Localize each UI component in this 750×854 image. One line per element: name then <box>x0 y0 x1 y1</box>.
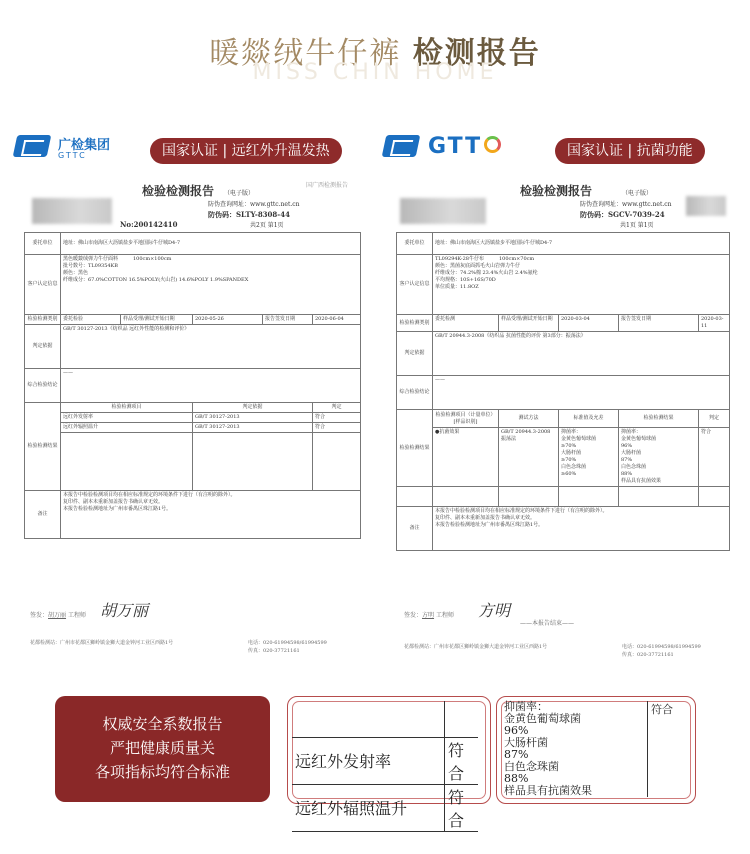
items-header: 判定依据 <box>193 403 313 413</box>
footer-org: 花都检测站：广州市花都区狮岭镇金狮大道金钟河工业区西路1号 <box>30 640 174 646</box>
receive-value: 2020-03-04 <box>559 315 619 332</box>
stamp-text: 国广西检测报告 <box>306 182 349 189</box>
report-table <box>24 232 361 539</box>
zoom-result-line: 大肠杆菌 <box>504 736 548 749</box>
gtt-logo-icon <box>384 133 420 159</box>
footer-tel: 电话：020-61994598/61994599 <box>622 644 701 650</box>
ghost-watermark: MISS CHIN HOME <box>252 60 498 85</box>
zoom-antibacterial <box>496 696 696 804</box>
conclusion-value: —— <box>433 376 730 410</box>
client-label: 委托单位 <box>25 233 61 255</box>
item-result <box>619 428 699 487</box>
std-line: ≥60% <box>561 471 577 477</box>
sign-name: 胡万丽 <box>48 612 67 619</box>
title-product: 暖燚绒牛仔裤 <box>209 36 413 71</box>
sample-line: 颜色：黑色 <box>63 270 89 276</box>
verify-site: 防伪查询网址：www.gttc.net.cn <box>208 201 300 208</box>
sample-info <box>61 255 361 315</box>
signature: 胡万丽 <box>100 601 149 620</box>
result-line: 87% <box>621 457 633 463</box>
report-table <box>396 232 730 551</box>
gtt-logo-ring-icon <box>484 136 501 153</box>
result-line: 金黄色葡萄球菌 <box>621 436 657 442</box>
std-line: 大肠杆菌 <box>561 450 582 456</box>
items-header: 检验检测结果 <box>619 410 699 428</box>
result-line: 白色念珠菌 <box>621 464 647 470</box>
items-label: 检验检测结果 <box>25 403 61 491</box>
client-label: 委托单位 <box>397 233 433 255</box>
item-verdict: 符合 <box>313 423 361 433</box>
remark-line: 本报告中检验检测项目均在相应标准规定的环境条件下进行（有注明的除外）。 <box>435 508 608 514</box>
zoom-result <box>501 701 648 797</box>
items-header: 判定 <box>699 410 730 428</box>
page-info: 共2页 第1页 <box>250 222 284 229</box>
zoom-result-line: 87% <box>504 748 529 761</box>
redacted-block <box>32 198 112 224</box>
category-value: 委托检验 <box>61 315 121 325</box>
sample-line: 颜色：黑菌灰底面抓毛火山岩弹力牛仔 <box>435 263 521 269</box>
items-header: 标准值及允差 <box>559 410 619 428</box>
category-label: 检验检测类别 <box>25 315 61 325</box>
panel-line: 严把健康质量关 <box>109 739 215 757</box>
receive-value: 2020-05-26 <box>193 315 263 325</box>
gtt-logo-text <box>428 134 501 159</box>
zoom-item-verdict: 符合 <box>445 737 479 784</box>
zoom-verdict: 符合 <box>648 701 688 797</box>
doc-title-small: （电子版） <box>224 190 255 197</box>
report-right <box>396 178 729 558</box>
zoom-item-name: 远红外辐照温升 <box>292 784 445 831</box>
sample-line: 批号数号：TL09354KB <box>63 263 118 269</box>
item-verdict: 符合 <box>699 428 730 487</box>
remark-label: 备注 <box>25 491 61 539</box>
sign-row <box>30 612 86 619</box>
items-header: 检验检测项目 <box>61 403 193 413</box>
result-line: 抑菌率： <box>621 429 642 435</box>
zoom-item-name: 远红外发射率 <box>292 737 445 784</box>
std-line: 金黄色葡萄球菌 <box>561 436 597 442</box>
sample-line: 黑色暖燚绒弹力牛仔面料 100cm×100cm <box>63 256 172 262</box>
page-info: 共1页 第1页 <box>620 222 654 229</box>
footer-tel: 电话：020-61994598/61994599 <box>248 640 327 646</box>
basis-label: 判定依据 <box>25 325 61 369</box>
result-line: 88% <box>621 471 633 477</box>
basis-label: 判定依据 <box>397 332 433 376</box>
sample-line: 单位质量：11.8OZ <box>435 284 479 290</box>
sample-line: 平均规格：10S+16S/70D <box>435 277 496 283</box>
issue-label: 报告签发日期 <box>619 315 699 332</box>
std-line: ≥70% <box>561 443 577 449</box>
logo-name: 广检集团 <box>58 138 111 153</box>
remark-line: 本报告中检验检测项目均在相应标准规定的环境条件下进行（有注明的除外）。 <box>63 492 236 498</box>
zoom-item-verdict: 符合 <box>445 784 479 831</box>
item-method: GB/T 20944.3-2008 振荡法 <box>499 428 559 487</box>
receive-label: 样品受理/测试开始日期 <box>121 315 193 325</box>
doc-title: 检验检测报告 <box>142 184 215 198</box>
doc-title-small: （电子版） <box>622 190 653 197</box>
item-name: 远红外辐照温升 <box>61 423 193 433</box>
items-label: 检验检测结果 <box>397 410 433 487</box>
issue-value: 2020-06-04 <box>313 315 361 325</box>
zoom-result-line: 96% <box>504 724 529 737</box>
zoom-result-line: 88% <box>504 772 529 785</box>
items-header: 检验检测项目（计量单位）[样品识别] <box>433 410 499 428</box>
items-header: 测试方法 <box>499 410 559 428</box>
result-line: 样品具有抗菌效果 <box>621 478 662 484</box>
verify-code: 防伪码：SGCV-7039-24 <box>580 210 665 219</box>
std-line: 白色念珠菌 <box>561 464 587 470</box>
sign-name: 方明 <box>422 612 435 619</box>
verify-code: 防伪码：SLTY-8308-44 <box>208 210 290 219</box>
issue-value: 2020-03-11 <box>699 315 730 332</box>
verify-site: 防伪查询网址：www.gttc.net.cn <box>580 201 672 208</box>
sign-title: 工程师 <box>67 612 86 619</box>
std-line: 抑菌率： <box>561 429 582 435</box>
report-serial: No:200142410 <box>120 220 178 229</box>
remark-line: 复印件、副本未重新加盖报告书确认章无效。 <box>63 499 164 505</box>
badge-antibacterial: 国家认证 | 抗菌功能 <box>555 138 705 164</box>
end-text: 本报告结束 <box>532 620 563 627</box>
gttc-logo-icon <box>15 133 51 159</box>
item-verdict: 符合 <box>313 413 361 423</box>
remark-label: 备注 <box>397 507 433 551</box>
logo-sub: GTTC <box>58 151 87 160</box>
footer-fax: 传真：020-37721161 <box>248 648 300 654</box>
assurance-panel <box>55 696 270 802</box>
sample-info <box>433 255 730 315</box>
item-name: 远红外发射率 <box>61 413 193 423</box>
gtt-logo-name: GTT <box>428 134 483 159</box>
panel-line: 各项指标均符合标准 <box>94 763 230 781</box>
remark-line: 复印件、副本未重新加盖报告书确认章无效。 <box>435 515 536 521</box>
panel-line: 权威安全系数报告 <box>102 715 223 733</box>
sign-row <box>404 612 454 619</box>
badge-far-infrared: 国家认证 | 远红外升温发热 <box>150 138 342 164</box>
zoom-result-line: 抑菌率： <box>504 700 548 713</box>
sample-label: 客户认定信息 <box>397 255 433 315</box>
footer-org: 花都检测站：广州市花都区狮岭镇金狮大道金钟河工业区西路1号 <box>404 644 548 650</box>
report-left <box>24 178 360 578</box>
result-line: 96% <box>621 443 633 449</box>
zoom-result-line: 白色念珠菌 <box>504 760 559 773</box>
signature: 方明 <box>478 601 511 620</box>
items-header: 判定 <box>313 403 361 413</box>
sign-label: 签发： <box>30 612 49 619</box>
redacted-block <box>686 196 726 216</box>
sample-label: 客户认定信息 <box>25 255 61 315</box>
remark-line: 本报告检验检测地址为广州市番禺区珠江路1号。 <box>435 522 544 528</box>
item-standard <box>559 428 619 487</box>
item-basis: GB/T 30127-2013 <box>193 413 313 423</box>
client-value: 地址：佛山市南海区大沥镇盐步平地国际牛仔城D4-7 <box>433 233 730 255</box>
basis-value: GB/T 20944.3-2008《纺织品 抗菌性能的评价 第3部分：振荡法》 <box>433 332 730 376</box>
issue-label: 报告签发日期 <box>263 315 313 325</box>
remark-text <box>61 491 361 539</box>
zoom-far-infrared <box>287 696 491 830</box>
conclusion-label: 综合检验结论 <box>25 369 61 403</box>
client-value: 地址：佛山市南海区大沥镇盐步平地国际牛仔城D4-7 <box>61 233 361 255</box>
title-report: 检测报告 <box>412 36 541 71</box>
remark-line: 本报告检验检测地址为广州市番禺区珠江路1号。 <box>63 506 172 512</box>
sign-label: 签发： <box>404 612 423 619</box>
conclusion-label: 综合检验结论 <box>397 376 433 410</box>
zoom-result-line: 样品具有抗菌效果 <box>504 784 592 797</box>
end-marker: ——本报告结束—— <box>520 620 575 627</box>
sample-line: 纤维成分：67.0%COTTON 16.5%POLY(火山岩) 14.6%POLY 1.9%SPANDEX <box>63 277 249 283</box>
footer-fax: 传真：020-37721161 <box>622 652 674 658</box>
conclusion-value: —— <box>61 369 361 403</box>
redacted-block <box>400 198 486 224</box>
item-basis: GB/T 30127-2013 <box>193 423 313 433</box>
remark-text <box>433 507 730 551</box>
doc-title: 检验检测报告 <box>520 184 593 198</box>
std-line: ≥70% <box>561 457 577 463</box>
sample-line: 纤维成分：74.2%棉 23.4%火山岩 2.4%氨纶 <box>435 270 538 276</box>
zoom-result-line: 金黄色葡萄球菌 <box>504 712 581 725</box>
zoom-table <box>292 701 478 832</box>
category-value: 委托检测 <box>433 315 499 332</box>
result-line: 大肠杆菌 <box>621 450 642 456</box>
item-name: ●抗菌效果 <box>433 428 499 487</box>
sign-title: 工程师 <box>435 612 454 619</box>
basis-value: GB/T 30127-2013《纺织品 远红外性能的检测和评价》 <box>61 325 361 369</box>
sample-line: TL09294K-28牛仔布 100cm×70cm <box>435 256 535 262</box>
receive-label: 样品受理/测试开始日期 <box>499 315 559 332</box>
category-label: 检验检测类别 <box>397 315 433 332</box>
zoom-table <box>501 701 687 797</box>
